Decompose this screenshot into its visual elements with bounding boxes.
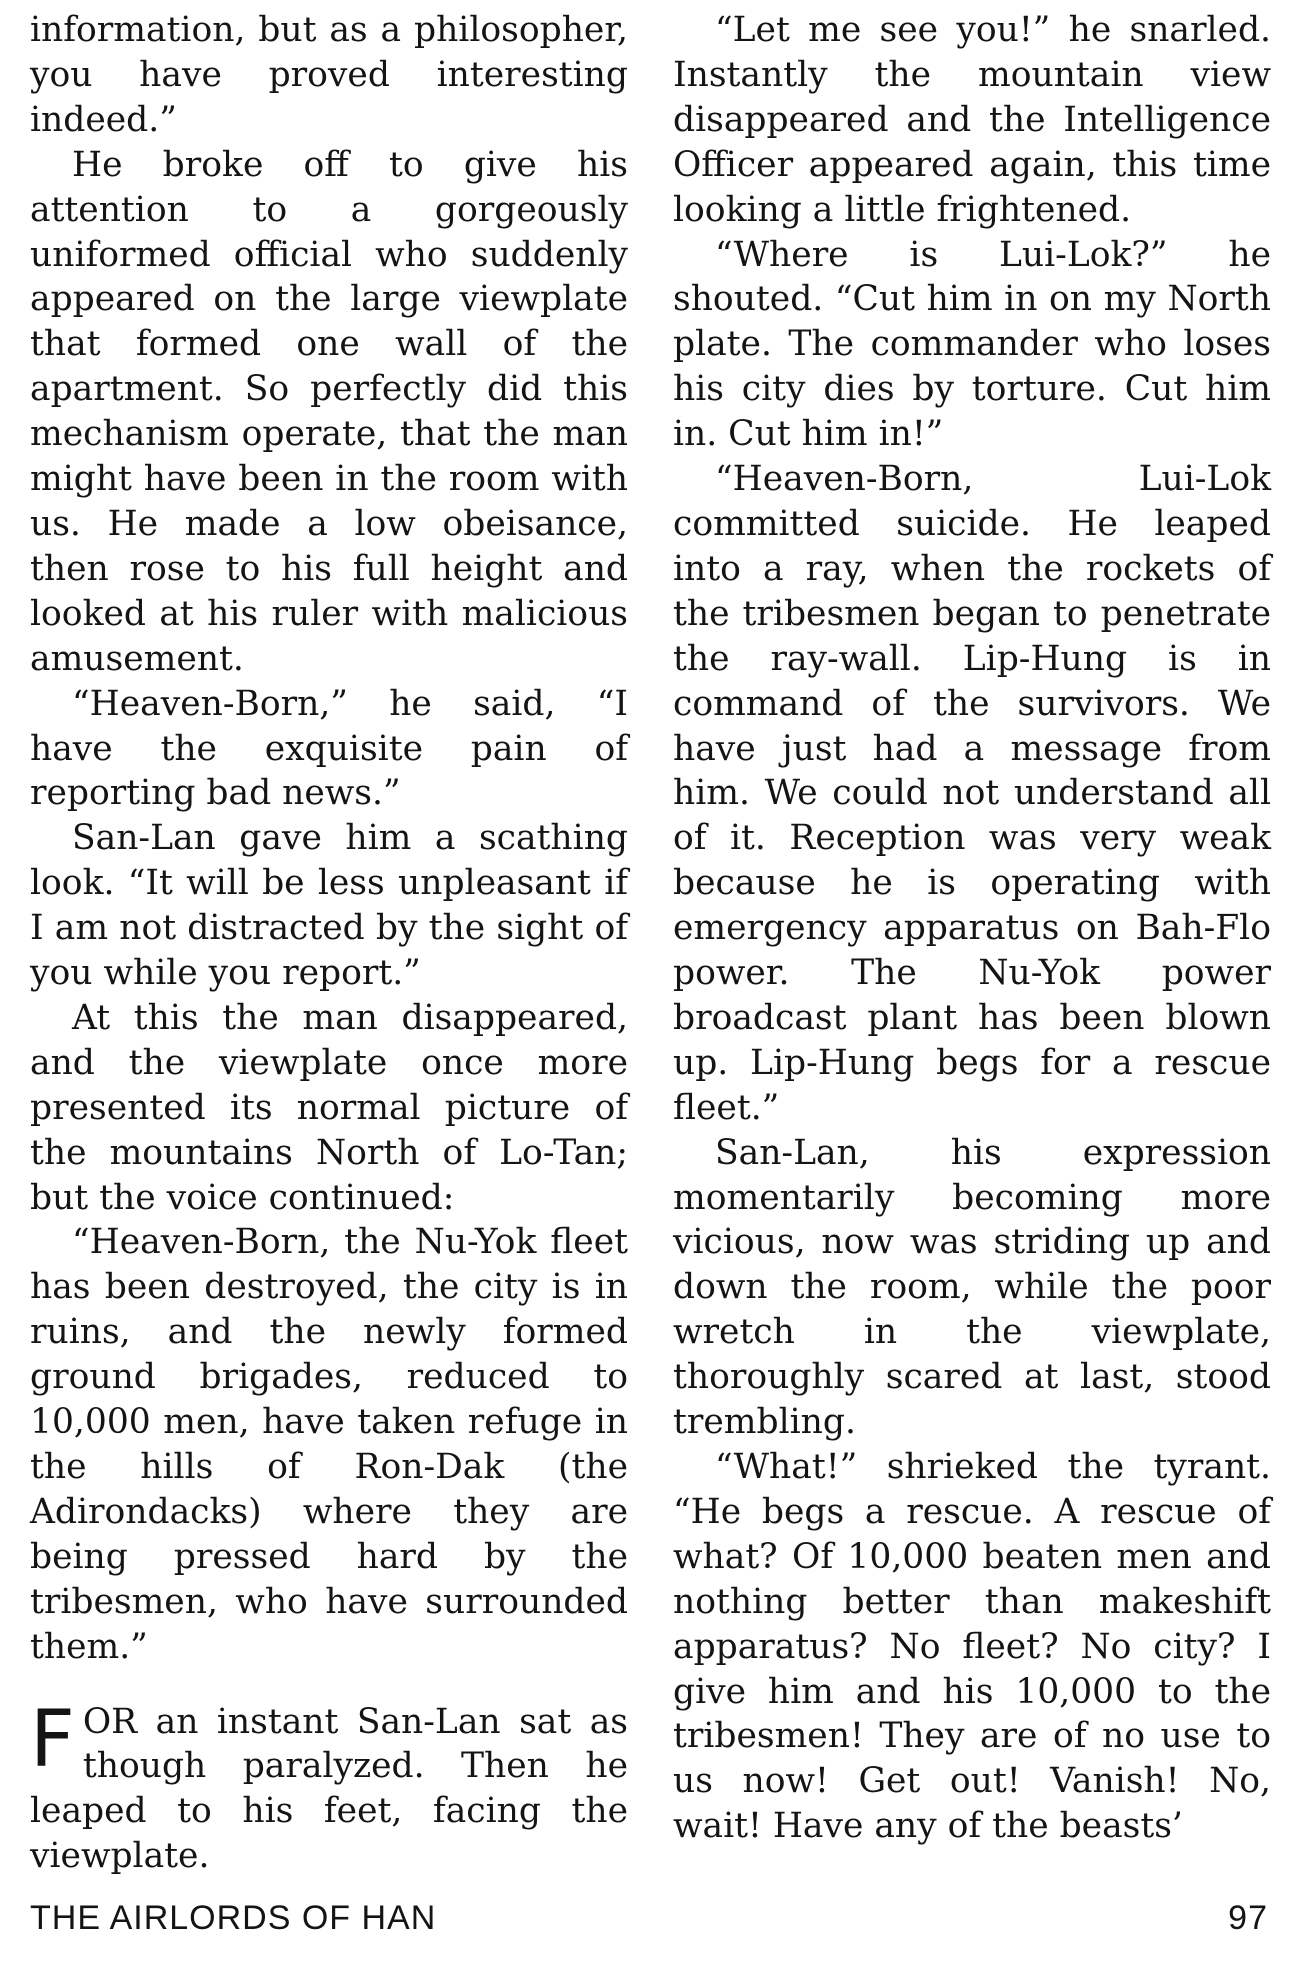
page-footer	[30, 1893, 1268, 1943]
page-number: 97	[1228, 1899, 1268, 1937]
running-title: THE AIRLORDS OF HAN	[30, 1899, 437, 1937]
left-column	[30, 8, 628, 1879]
paragraph: “Heaven-Born,” he said, “I have the exquisite pain of reporting bad news.”	[30, 683, 628, 814]
paragraph: “Where is Lui-Lok?” he shouted. “Cut him in on my North plate. The commander who loses his city dies by torture. Cut him in. Cut him in!”	[673, 234, 1271, 455]
paragraph: information, but as a philosopher, you have proved interesting indeed.”	[30, 10, 628, 140]
paragraph: San-Lan gave him a scathing look. “It will be less unpleasant if I am not distracted by the sight of you while you report.”	[30, 818, 628, 994]
paragraph: “Heaven-Born, the Nu-Yok fleet has been destroyed, the city is in ruins, and the newly formed ground brigades, reduced to 10,000 men, have taken refuge in the hills of Ron-Dak (the Adirondacks) where they are being pressed hard by the tribesmen, who have surrounded them.”	[30, 1222, 628, 1667]
paragraph: At this the man disappeared, and the viewplate once more presented its normal picture of the mountains North of Lo-Tan; but the voice continued:	[30, 997, 628, 1218]
paragraph: He broke off to give his attention to a gorgeously uniformed official who suddenly appeared on the large viewplate that formed one wall of the apartment. So perfectly did this mechanism operate, that the man might have been in the room with us. He made a low obeisance, then rose to his full height and looked at his ruler with malicious amusement.	[30, 144, 628, 679]
paragraph: “Let me see you!” he snarled. Instantly the mountain view disappeared and the Intelligence Officer appeared again, this time looking a little frightened.	[673, 10, 1271, 230]
paragraph: “Heaven-Born, Lui-Lok committed suicide. He leaped into a ray, when the rockets of the tribesmen began to penetrate the ray-wall. Lip-Hung is in command of the survivors. We have just had a message from him. We could not understand all of it. Reception was very weak because he is operating with emergency apparatus on Bah-Flo power. The Nu-Yok power broadcast plant has been blown up. Lip-Hung begs for a rescue fleet.”	[673, 459, 1271, 1128]
paragraph: San-Lan, his expression momentarily becoming more vicious, now was striding up and down the room, while the poor wretch in the viewplate, thoroughly scared at last, stood trembling.	[673, 1132, 1271, 1443]
drop-cap: F	[30, 1694, 75, 1785]
section-opening-paragraph	[30, 1694, 628, 1880]
paragraph-text: an instant San-Lan sat as though paralyzed. Then he leaped to his feet, facing the viewplate.	[30, 1701, 628, 1877]
right-column	[673, 8, 1271, 1849]
paragraph: “What!” shrieked the tyrant. “He begs a rescue. A rescue of what? Of 10,000 beaten men and nothing better than makeshift apparatus? No fleet? No city? I give him and his 10,000 to the tribesmen! They are of no use to us now! Get out! Vanish! No, wait! Have any of the beasts’	[673, 1447, 1271, 1847]
opening-small-caps: OR	[82, 1701, 138, 1742]
